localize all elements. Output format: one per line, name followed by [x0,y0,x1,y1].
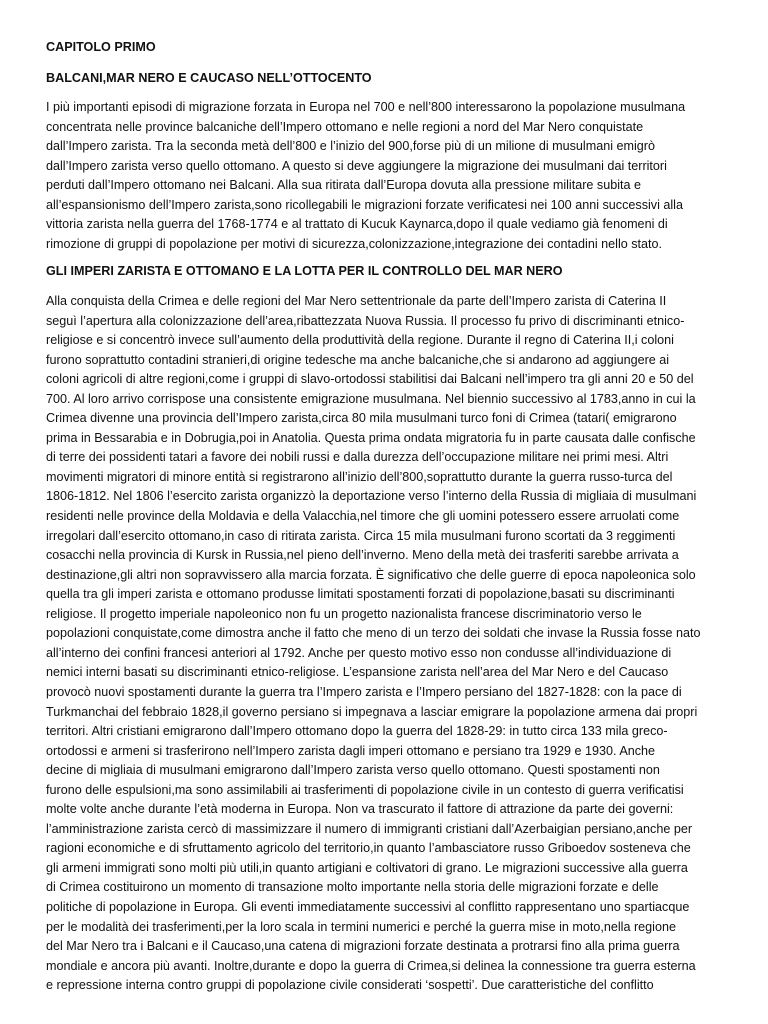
paragraph-intro [46,98,722,254]
text-line: movimenti migratori di minore entità si registrarono all’inizio dell’800,soprattutto durante la guerra russo-turca del [46,469,673,484]
section-title: BALCANI,MAR NERO E CAUCASO NELL’OTTOCENTO [46,70,372,85]
text-line: nemici interni basati su discriminanti etnico-religiose. L’espansione zarista nell’area del Mar Nero e del Caucaso [46,665,669,680]
text-line: decine di migliaia di musulmani emigrarono dall’Impero zarista verso quello ottomano. Questi spostamenti non [46,763,660,778]
text-line: coloni agricoli di altre regioni,come i gruppi di slavo-ortodossi stabilitisi dai Balcani nell’impero tra gli anni 20 e 50 del [46,372,694,387]
text-line: rimozione di gruppi di popolazione per motivi di sicurezza,colonizzazione,integrazione dei contadini nello stato. [46,236,663,251]
text-line: ragioni economiche e di sfruttamento agricolo del territorio,in quanto l’ambasciatore russo Griboedov sosteneva che [46,841,691,856]
text-line: quella tra gli imperi zarista e ottomano produsse limitati spostamenti forzati di popolazione,basati su discriminanti [46,587,675,602]
text-line: popolazioni conquistate,come dimostra anche il fatto che meno di un terzo dei soldati che invase la Russia fosse nato [46,626,701,641]
text-line: I più importanti episodi di migrazione forzata in Europa nel 700 e nell’800 interessarono la popolazione musulmana [46,100,686,115]
text-line: 1806-1812. Nel 1806 l’esercito zarista organizzò la deportazione verso l’interno della Russia di migliaia di musulmani [46,489,697,504]
document-page [46,38,722,1024]
text-line: Turkmanchai del febbraio 1828,il governo persiano si impegnava a lasciar emigrare la popolazione armena dai propri [46,704,698,719]
text-line: destinazione,gli altri non sopravvissero alla marcia forzata. È significativo che delle guerre di epoca napoleonica solo [46,567,696,582]
text-line: dall’Impero zarista. Tra la seconda metà dell’800 e l’inizio del 900,forse più di un milione di musulmani emigrò [46,139,656,154]
text-line: molte volte anche durante l’età moderna in Europa. Non va trascurato il fattore di attrazione da parte dei governi: [46,802,674,817]
text-line: 700. Al loro arrivo corrispose una consistente emigrazione musulmana. Nel biennio successivo al 1783,anno in cui la [46,391,696,406]
text-line: l’amministrazione zarista cercò di massimizzare il numero di immigranti cristiani dall’Azerbaigian persiano,anche per [46,821,693,836]
text-line: religiose. Il progetto imperiale napoleonico non fu un progetto nazionalista francese discriminatorio verso le [46,606,642,621]
text-line: territori. Altri cristiani emigrarono dall’Impero ottomano dopo la guerra del 1828-29: in tutto circa 133 mila greco- [46,724,668,739]
text-line: per le modalità dei trasferimenti,per la loro scala in termini numerici e perché la guerra mise in moto,nella regione [46,919,676,934]
text-line: irregolari dall’esercito ottomano,in caso di ritirata zarista. Circa 15 mila musulmani furono scortati da 3 reggimenti [46,528,676,543]
text-line: di Crimea costituirono un momento di transazione molto importante nella storia delle migrazioni forzate e delle [46,880,659,895]
text-line: cosacchi nella provincia di Kursk in Russia,nel pieno dell’inverno. Meno della metà dei trasferiti sarebbe arrivata a [46,548,679,563]
text-line: politiche di popolazione in Europa. Gli eventi immediatamente successivi al conflitto rappresentano uno spartiacque [46,899,690,914]
text-line: gli armeni immigrati sono molti più utili,in quanto artigiani e coltivatori di grano. Le migrazioni successive alla guerra [46,860,688,875]
text-line: prima in Bessarabia e in Dobrugia,poi in Anatolia. Questa prima ondata migratoria fu in parte causata dalle confische [46,430,696,445]
text-line: religiose e si concentrò invece sull’aumento della produttività della regione. Durante il regno di Caterina II,i coloni [46,333,674,348]
text-line: dall’Impero zarista verso quello ottomano. A questo si deve aggiungere la migrazione dei musulmani dai territori [46,158,667,173]
text-line: vittoria zarista nella guerra del 1768-1774 e al trattato di Kucuk Kaynarca,dopo il quale vediamo già fenomeni di [46,217,668,232]
text-line: concentrata nelle province balcaniche dell’Impero ottomano e nelle regioni a nord del Mar Nero conquistate [46,119,644,134]
text-line: del Mar Nero tra i Balcani e il Caucaso,una catena di migrazioni forzate destinata a protrarsi fino alla prima guerra [46,939,680,954]
chapter-title: CAPITOLO PRIMO [46,40,156,54]
section-heading-imperi: GLI IMPERI ZARISTA E OTTOMANO E LA LOTTA PER IL CONTROLLO DEL MAR NERO [46,264,563,279]
text-line: di terre dei possidenti tatari a favore dei nobili russi e dalla durezza dell’occupazione militare nei primi mesi. Altri [46,450,669,465]
text-line: Alla conquista della Crimea e delle regioni del Mar Nero settentrionale da parte dell’Impero zarista di Caterina II [46,294,667,309]
text-line: seguì l’apertura alla colonizzazione dell’area,ribattezzata Nuova Russia. Il processo fu privo di discriminanti etnico- [46,313,685,328]
text-line: Crimea divenne una provincia dell’Impero zarista,circa 80 mila musulmani turco foni di Crimea (tatari( emigrarono [46,411,677,426]
text-line: residenti nelle province della Moldavia e della Valacchia,nel timore che gli uomini potessero essere arruolati come [46,509,680,524]
text-line: mondiale e ancora più avanti. Inoltre,durante e dopo la guerra di Crimea,si delinea la connessione tra guerra esterna [46,958,696,973]
paragraph-conquista-crimea [46,292,722,996]
text-line: ortodossi e armeni si trasferirono nell’Impero zarista dagli imperi ottomano e persiano tra 1929 e 1930. Anche [46,743,656,758]
text-line: furono soprattutto contadini stranieri,di origine tedesche ma anche balcaniche,che si andarono ad aggiungere ai [46,352,670,367]
text-line: perduti dall’Impero ottomano nei Balcani. Alla sua ritirata dall’Europa dovuta alla pressione militare subita e [46,178,642,193]
text-line: all’interno dei confini francesi anteriori al 1792. Anche per questo motivo esso non condusse all’individuazione di [46,645,672,660]
text-line: e repressione interna contro gruppi di popolazione civile considerati ‘sospetti’. Due caratteristiche del conflitto [46,978,654,993]
text-line: furono delle espulsioni,ma sono assimilabili ai trasferimenti di popolazione civile in un contesto di guerra verificatisi [46,782,684,797]
text-line: all’espansionismo dell’Impero zarista,sono ricollegabili le migrazioni forzate verificatesi nei 100 anni successivi alla [46,197,683,212]
text-line: provocò nuovi spostamenti durante la guerra tra l’Impero zarista e l’Impero persiano del 1827-1828: con la pace di [46,684,682,699]
